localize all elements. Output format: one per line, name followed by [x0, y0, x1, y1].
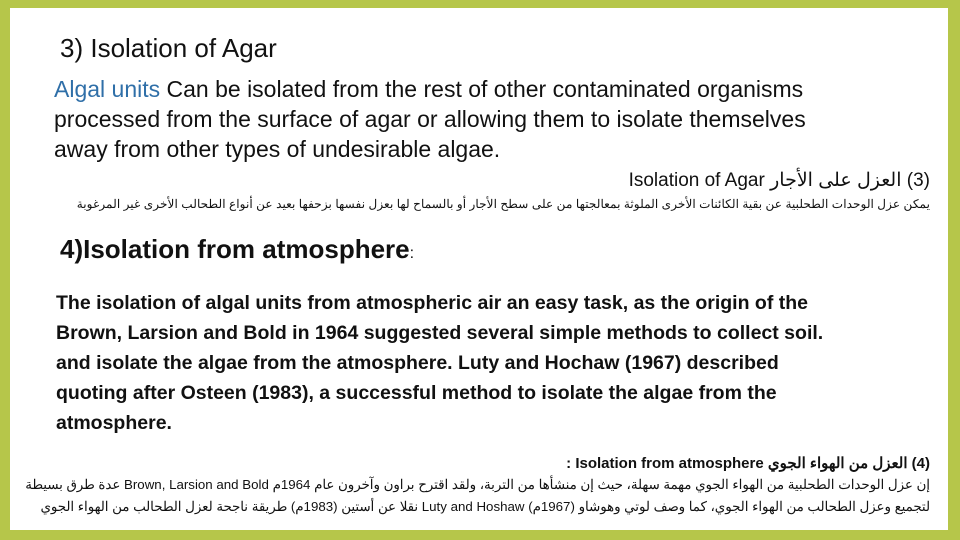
arabic-section3-body: يمكن عزل الوحدات الطحلبية عن بقية الكائنات الأخرى الملوثة بمعالجتها من على سطح الأجار أو بالسماح لها بعزل نفسها بزحفها بعيد عن أنواع الطحالب الأخرى غير المرغوبة — [76, 197, 930, 211]
section4-title-colon: : — [409, 245, 415, 262]
section4-line: and isolate the algae from the atmosphere. Luty and Hochaw (1967) described — [56, 352, 779, 374]
arabic-section3-title: (3) العزل على الأجار Isolation of Agar — [628, 170, 930, 191]
section4-line: quoting after Osteen (1983), a successful method to isolate the algae from the — [56, 382, 777, 404]
section3-line-1 — [54, 74, 806, 104]
section3-line-1-rest: Can be isolated from the rest of other contaminated organisms — [160, 76, 804, 102]
section3-paragraph — [54, 74, 806, 164]
section4-paragraph — [56, 288, 823, 438]
section3-title: 3) Isolation of Agar — [60, 33, 277, 63]
section3-line-2: processed from the surface of agar or allowing them to isolate themselves — [54, 106, 806, 132]
arabic-section4-line-1: إن عزل الوحدات الطحلبية من الهواء الجوي مهمة سهلة، حيث إن منشأها من التربة، ولقد اقترح براون وآخرون عام 1964م Brown, Larsion and Bold عدة طرق بسيطة — [25, 477, 930, 492]
section4-title — [60, 234, 414, 265]
arabic-section4-title: (4) العزل من الهواء الجوي Isolation from atmosphere : — [566, 455, 930, 472]
section4-title-text: 4)Isolation from atmosphere — [60, 234, 410, 264]
section4-line: The isolation of algal units from atmospheric air an easy task, as the origin of the — [56, 292, 808, 314]
arabic-section4-line-2: لتجميع وعزل الطحالب من الهواء الجوي، كما وصف لوتي وهوشاو (1967م) Luty and Hoshaw نقلا عن أستين (1983م) طريقة ناجحة لعزل الطحالب من الهواء الجوي — [40, 499, 930, 514]
section4-line: atmosphere. — [56, 412, 172, 434]
section4-line: Brown, Larsion and Bold in 1964 suggested several simple methods to collect soil. — [56, 322, 824, 344]
section3-line-3: away from other types of undesirable algae. — [54, 136, 501, 162]
slide — [10, 8, 948, 530]
algal-units-term: Algal units — [54, 76, 161, 102]
